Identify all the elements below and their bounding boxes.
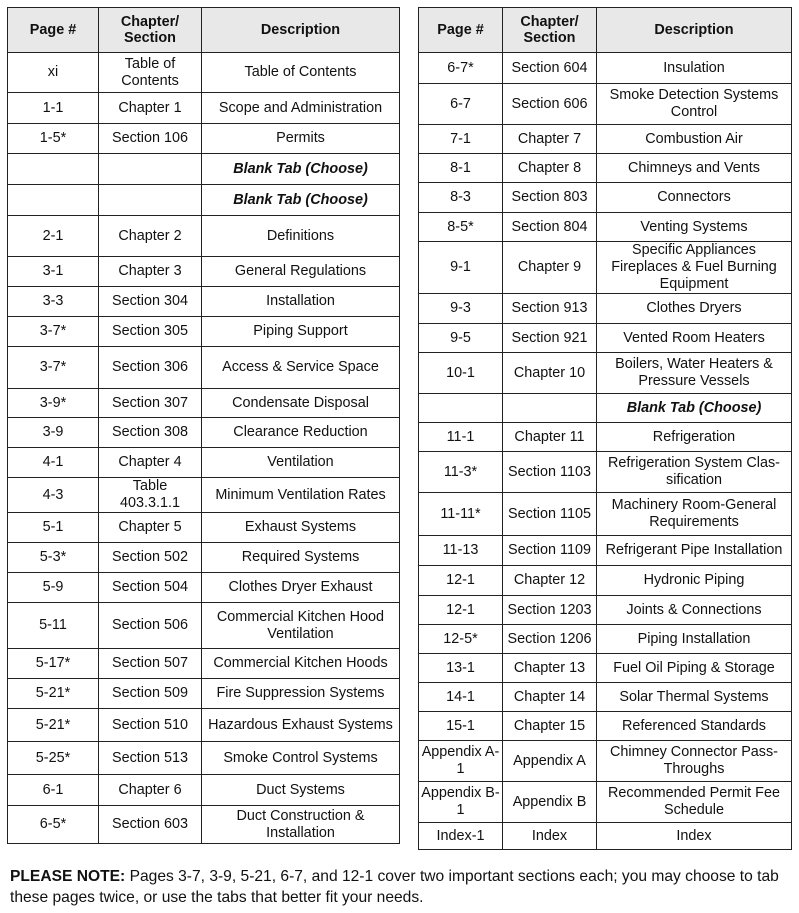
table-row — [8, 679, 400, 709]
chapter-cell: Section 305 — [99, 317, 202, 347]
table-header-row — [419, 8, 792, 53]
description-cell: Hydronic Piping — [597, 566, 792, 596]
table-row — [419, 324, 792, 353]
chapter-cell: Table of Contents — [99, 53, 202, 93]
chapter-cell: Section 604 — [503, 53, 597, 84]
page-cell — [8, 154, 99, 185]
chapter-cell — [503, 394, 597, 423]
chapter-cell — [99, 154, 202, 185]
page-cell: 14-1 — [419, 683, 503, 712]
table-row — [419, 394, 792, 423]
tab-index-table-left — [7, 7, 400, 844]
table-row — [8, 287, 400, 317]
chapter-cell: Chapter 12 — [503, 566, 597, 596]
page-cell: 9-1 — [419, 242, 503, 294]
chapter-cell: Chapter 11 — [503, 423, 597, 452]
page-cell: 6-7* — [419, 53, 503, 84]
description-cell: Installation — [202, 287, 400, 317]
description-cell: Scope and Administration — [202, 93, 400, 124]
description-cell: Clearance Reduction — [202, 418, 400, 448]
table-row — [419, 154, 792, 183]
description-cell: Solar Thermal Systems — [597, 683, 792, 712]
page-cell: 5-17* — [8, 649, 99, 679]
description-cell: Specific Appliances Fireplaces & Fuel Burning Equipment — [597, 242, 792, 294]
header-chapter: Chapter/ Section — [99, 8, 202, 53]
description-cell: Blank Tab (Choose) — [202, 154, 400, 185]
page-cell: 2-1 — [8, 216, 99, 257]
chapter-cell: Chapter 8 — [503, 154, 597, 183]
chapter-cell — [99, 185, 202, 216]
table-row — [8, 317, 400, 347]
chapter-cell: Section 502 — [99, 543, 202, 573]
chapter-cell: Chapter 13 — [503, 654, 597, 683]
table-row — [8, 154, 400, 185]
chapter-cell: Chapter 15 — [503, 712, 597, 741]
description-cell: Duct Systems — [202, 775, 400, 806]
page-cell: 5-25* — [8, 742, 99, 775]
page-cell: 12-5* — [419, 625, 503, 654]
header-page: Page # — [8, 8, 99, 53]
chapter-cell: Section 1105 — [503, 493, 597, 536]
table-row — [8, 806, 400, 844]
page-cell: Appendix B-1 — [419, 782, 503, 823]
page-cell: 1-5* — [8, 124, 99, 154]
page-cell: 5-3* — [8, 543, 99, 573]
description-cell: Refrigeration — [597, 423, 792, 452]
chapter-cell: Section 306 — [99, 347, 202, 389]
table-row — [419, 183, 792, 213]
table-row — [8, 603, 400, 649]
header-description: Description — [202, 8, 400, 53]
table-row — [419, 125, 792, 154]
description-cell: Venting Systems — [597, 213, 792, 242]
table-row — [8, 185, 400, 216]
description-cell: Connectors — [597, 183, 792, 213]
page-cell: 12-1 — [419, 596, 503, 625]
table-row — [419, 536, 792, 566]
table-row — [419, 625, 792, 654]
page-cell: 8-3 — [419, 183, 503, 213]
page-cell: 9-3 — [419, 294, 503, 324]
page-cell: 11-3* — [419, 452, 503, 493]
chapter-cell: Section 308 — [99, 418, 202, 448]
chapter-cell: Section 603 — [99, 806, 202, 844]
page-cell: 7-1 — [419, 125, 503, 154]
description-cell: Clothes Dryer Exhaust — [202, 573, 400, 603]
description-cell: Required Systems — [202, 543, 400, 573]
chapter-cell: Chapter 1 — [99, 93, 202, 124]
please-note — [10, 866, 795, 908]
chapter-cell: Appendix B — [503, 782, 597, 823]
tab-index-table-right — [418, 7, 792, 850]
table-row — [419, 213, 792, 242]
page-cell: 4-1 — [8, 448, 99, 478]
note-text: Pages 3-7, 3-9, 5-21, 6-7, and 12-1 cover two important sections each; you may choose to tab these pages twice, or use the tabs that better fit your needs. — [10, 868, 779, 906]
page-cell: 3-1 — [8, 257, 99, 287]
table-row — [419, 493, 792, 536]
table-row — [8, 448, 400, 478]
chapter-cell: Section 507 — [99, 649, 202, 679]
description-cell: Blank Tab (Choose) — [597, 394, 792, 423]
page-cell: 11-13 — [419, 536, 503, 566]
chapter-cell: Chapter 9 — [503, 242, 597, 294]
description-cell: Piping Support — [202, 317, 400, 347]
page-cell: 5-1 — [8, 513, 99, 543]
chapter-cell: Table 403.3.1.1 — [99, 478, 202, 513]
chapter-cell: Section 921 — [503, 324, 597, 353]
description-cell: Recommended Permit Fee Schedule — [597, 782, 792, 823]
page-cell: 3-3 — [8, 287, 99, 317]
table-row — [8, 347, 400, 389]
table-row — [419, 242, 792, 294]
description-cell: Combustion Air — [597, 125, 792, 154]
page-cell: 15-1 — [419, 712, 503, 741]
table-row — [8, 53, 400, 93]
page-cell: 4-3 — [8, 478, 99, 513]
table-row — [419, 712, 792, 741]
page-cell: 3-9 — [8, 418, 99, 448]
table-row — [419, 654, 792, 683]
description-cell: Table of Contents — [202, 53, 400, 93]
description-cell: Blank Tab (Choose) — [202, 185, 400, 216]
table-row — [8, 513, 400, 543]
chapter-cell: Section 803 — [503, 183, 597, 213]
page-cell: 5-21* — [8, 709, 99, 742]
chapter-cell: Section 606 — [503, 84, 597, 125]
page-cell: xi — [8, 53, 99, 93]
chapter-cell: Chapter 7 — [503, 125, 597, 154]
description-cell: Commercial Kitchen Hood Ventilation — [202, 603, 400, 649]
chapter-cell: Section 304 — [99, 287, 202, 317]
header-description: Description — [597, 8, 792, 53]
chapter-cell: Section 509 — [99, 679, 202, 709]
note-label: PLEASE NOTE: — [10, 868, 126, 885]
table-row — [8, 543, 400, 573]
page-cell: 6-5* — [8, 806, 99, 844]
description-cell: Chimneys and Vents — [597, 154, 792, 183]
table-row — [8, 573, 400, 603]
description-cell: Minimum Ventilation Rates — [202, 478, 400, 513]
table-row — [419, 596, 792, 625]
page-cell: 5-9 — [8, 573, 99, 603]
header-chapter: Chapter/ Section — [503, 8, 597, 53]
description-cell: Boilers, Water Heaters & Pressure Vessels — [597, 353, 792, 394]
table-row — [8, 742, 400, 775]
table-row — [8, 257, 400, 287]
page-cell: 12-1 — [419, 566, 503, 596]
chapter-cell: Section 913 — [503, 294, 597, 324]
page-cell: 8-5* — [419, 213, 503, 242]
page-cell: 6-7 — [419, 84, 503, 125]
page-cell: 3-9* — [8, 389, 99, 418]
chapter-cell: Chapter 5 — [99, 513, 202, 543]
page-cell: 5-21* — [8, 679, 99, 709]
chapter-cell: Chapter 2 — [99, 216, 202, 257]
description-cell: Machinery Room-General Requirements — [597, 493, 792, 536]
table-row — [419, 353, 792, 394]
table-row — [8, 418, 400, 448]
table-row — [419, 84, 792, 125]
description-cell: Hazardous Exhaust Systems — [202, 709, 400, 742]
description-cell: Joints & Connections — [597, 596, 792, 625]
description-cell: Referenced Standards — [597, 712, 792, 741]
description-cell: Index — [597, 823, 792, 850]
table-row — [419, 823, 792, 850]
description-cell: Refrigeration System Clas-sification — [597, 452, 792, 493]
chapter-cell: Section 510 — [99, 709, 202, 742]
description-cell: Definitions — [202, 216, 400, 257]
chapter-cell: Section 504 — [99, 573, 202, 603]
table-row — [8, 93, 400, 124]
table-row — [8, 709, 400, 742]
description-cell: Smoke Detection Systems Control — [597, 84, 792, 125]
description-cell: Chimney Connector Pass-Throughs — [597, 741, 792, 782]
description-cell: Refrigerant Pipe Installation — [597, 536, 792, 566]
chapter-cell: Section 1109 — [503, 536, 597, 566]
chapter-cell: Section 106 — [99, 124, 202, 154]
table-row — [8, 124, 400, 154]
description-cell: Duct Construction & Installation — [202, 806, 400, 844]
page-cell: 10-1 — [419, 353, 503, 394]
table-row — [419, 423, 792, 452]
header-page: Page # — [419, 8, 503, 53]
chapter-cell: Chapter 10 — [503, 353, 597, 394]
description-cell: Smoke Control Systems — [202, 742, 400, 775]
chapter-cell: Chapter 4 — [99, 448, 202, 478]
chapter-cell: Section 307 — [99, 389, 202, 418]
table-row — [8, 478, 400, 513]
description-cell: Ventilation — [202, 448, 400, 478]
page-cell: 8-1 — [419, 154, 503, 183]
page-cell — [8, 185, 99, 216]
description-cell: Access & Service Space — [202, 347, 400, 389]
page-cell: 11-11* — [419, 493, 503, 536]
page-cell: 11-1 — [419, 423, 503, 452]
page-cell: 6-1 — [8, 775, 99, 806]
page-cell: Index-1 — [419, 823, 503, 850]
description-cell: Insulation — [597, 53, 792, 84]
table-row — [419, 741, 792, 782]
table-row — [419, 452, 792, 493]
description-cell: Exhaust Systems — [202, 513, 400, 543]
page-cell: Appendix A-1 — [419, 741, 503, 782]
table-row — [8, 775, 400, 806]
chapter-cell: Section 1206 — [503, 625, 597, 654]
page-cell — [419, 394, 503, 423]
page-cell: 3-7* — [8, 317, 99, 347]
table-row — [8, 649, 400, 679]
description-cell: Clothes Dryers — [597, 294, 792, 324]
description-cell: Fire Suppression Systems — [202, 679, 400, 709]
table-row — [419, 53, 792, 84]
description-cell: Permits — [202, 124, 400, 154]
table-row — [419, 683, 792, 712]
table-row — [419, 782, 792, 823]
table-row — [419, 294, 792, 324]
description-cell: Vented Room Heaters — [597, 324, 792, 353]
description-cell: Fuel Oil Piping & Storage — [597, 654, 792, 683]
page-cell: 1-1 — [8, 93, 99, 124]
description-cell: Commercial Kitchen Hoods — [202, 649, 400, 679]
chapter-cell: Appendix A — [503, 741, 597, 782]
chapter-cell: Section 506 — [99, 603, 202, 649]
description-cell: Condensate Disposal — [202, 389, 400, 418]
page-cell: 13-1 — [419, 654, 503, 683]
chapter-cell: Chapter 14 — [503, 683, 597, 712]
chapter-cell: Chapter 6 — [99, 775, 202, 806]
page-cell: 9-5 — [419, 324, 503, 353]
table-row — [419, 566, 792, 596]
page-cell: 5-11 — [8, 603, 99, 649]
table-row — [8, 389, 400, 418]
chapter-cell: Section 1203 — [503, 596, 597, 625]
chapter-cell: Section 513 — [99, 742, 202, 775]
chapter-cell: Section 804 — [503, 213, 597, 242]
table-row — [8, 216, 400, 257]
description-cell: General Regulations — [202, 257, 400, 287]
table-header-row — [8, 8, 400, 53]
chapter-cell: Section 1103 — [503, 452, 597, 493]
chapter-cell: Index — [503, 823, 597, 850]
description-cell: Piping Installation — [597, 625, 792, 654]
page-cell: 3-7* — [8, 347, 99, 389]
chapter-cell: Chapter 3 — [99, 257, 202, 287]
